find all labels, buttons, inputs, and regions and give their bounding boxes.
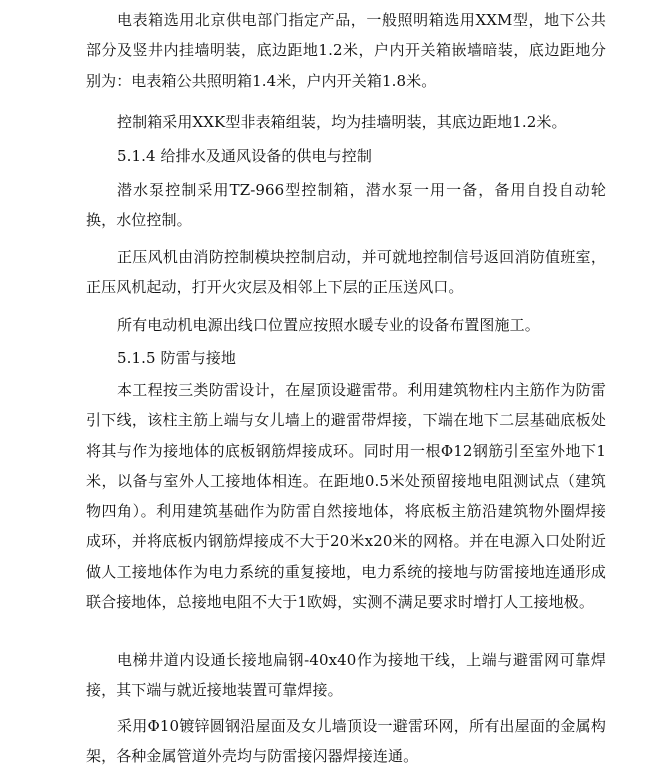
paragraph-roof-ring-net: 采用Φ10镀锌圆钢沿屋面及女儿墙顶设一避雷环网，所有出屋面的金属构架，各种金属管道外壳均与防雷接闪器焊接连通。: [86, 717, 606, 766]
section-heading-5-1-4: 5.1.4 给排水及通风设备的供电与控制: [117, 147, 372, 165]
paragraph-meter-box: 电表箱选用北京供电部门指定产品，一般照明箱选用XXM型，地下公共部分及竖井内挂墙明装，底边距地1.2米，户内开关箱嵌墙暗装，底边距地分别为：电表箱公共照明箱1.4米，户内开关箱1.8米。: [86, 11, 606, 90]
paragraph-control-box: 控制箱采用XXK型非表箱组装，均为挂墙明装，其底边距地1.2米。: [117, 113, 567, 131]
paragraph-pressurized-fan: 正压风机由消防控制模块控制启动，并可就地控制信号返回消防值班室，正压风机起动，打开火灾层及相邻上下层的正压送风口。: [86, 248, 606, 297]
section-heading-5-1-5: 5.1.5 防雷与接地: [117, 349, 237, 367]
paragraph-submersible-pump: 潜水泵控制采用TZ-966型控制箱，潜水泵一用一备，备用自投自动轮换，水位控制。: [86, 181, 606, 230]
paragraph-elevator-grounding: 电梯井道内设通长接地扁钢-40x40作为接地干线，上端与避雷网可靠焊接，其下端与就近接地装置可靠焊接。: [86, 651, 606, 700]
paragraph-lightning-protection: 本工程按三类防雷设计，在屋顶设避雷带。利用建筑物柱内主筋作为防雷引下线，该柱主筋上端与女儿墙上的避雷带焊接，下端在地下二层基础底板处将其与作为接地体的底板钢筋焊接成环。同时用一根Φ12钢筋引至室外地下1米，以备与室外人工接地体相连。在距地0.5米处预留接地电阻测试点（建筑物四角）。利用建筑基础作为防雷自然接地体，将底板主筋沿建筑物外圈焊接成环，并将底板内钢筋焊接成不大于20米x20米的网格。并在电源入口处附近做人工接地体作为电力系统的重复接地，电力系统的接地与防雷接地连通形成联合接地体，总接地电阻不大于1欧姆，实测不满足要求时增打人工接地极。: [86, 381, 606, 612]
paragraph-motor-outlets: 所有电动机电源出线口位置应按照水暖专业的设备布置图施工。: [117, 316, 540, 334]
